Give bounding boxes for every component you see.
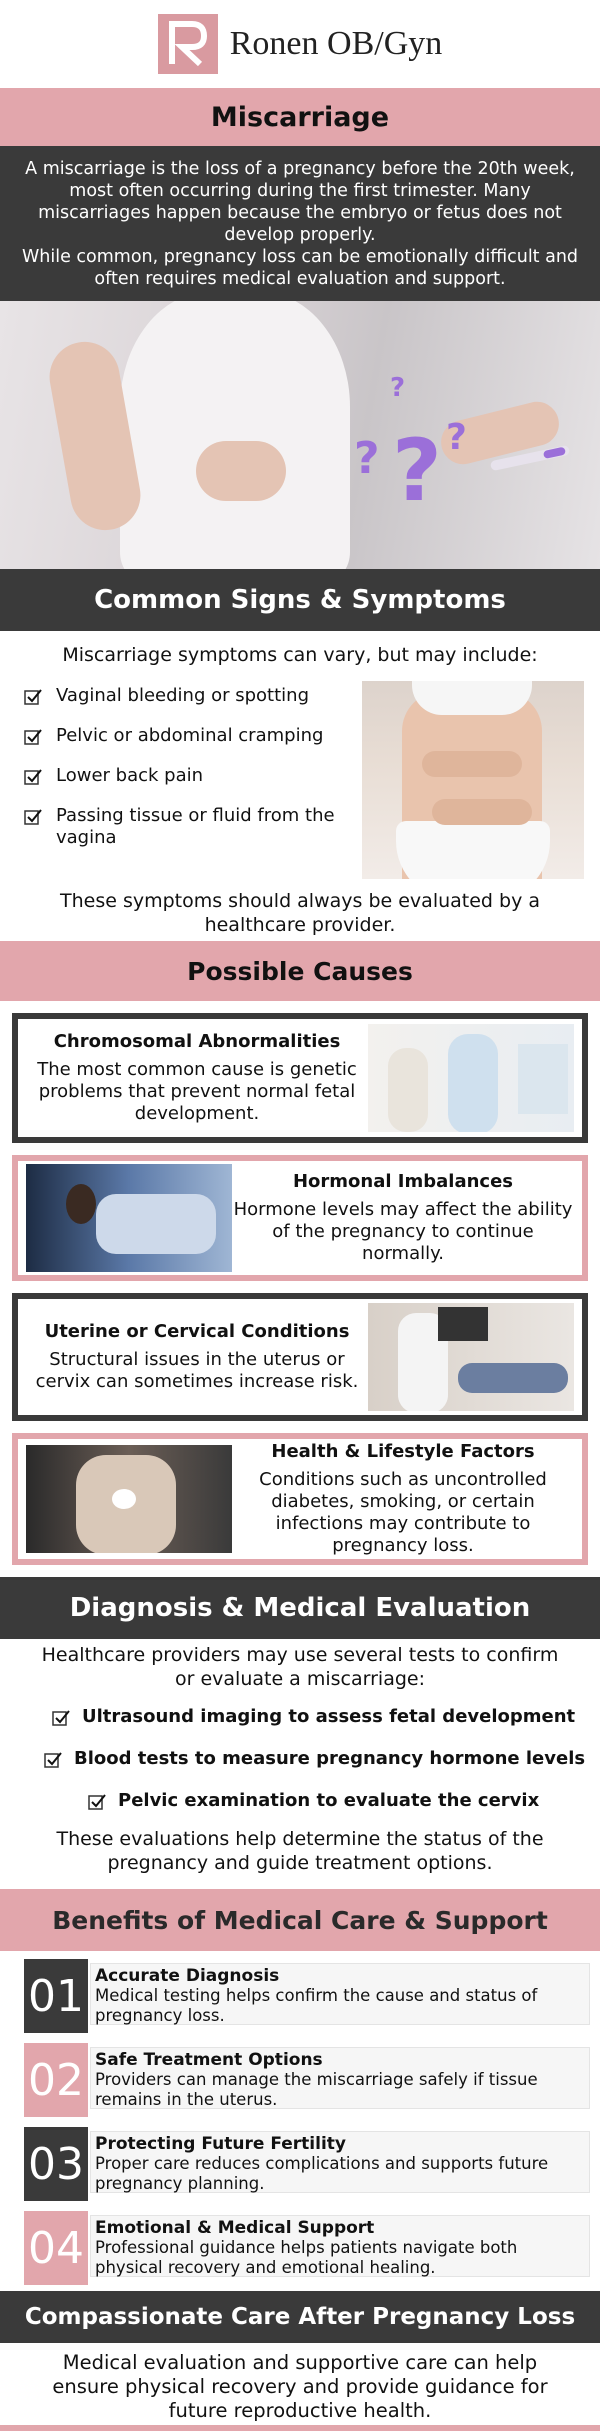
list-item [0, 1695, 600, 1737]
logo-mark [158, 14, 218, 74]
benefit-card [90, 2131, 590, 2193]
benefit-number: 03 [24, 2127, 88, 2201]
closing-text: Medical evaluation and supportive care can help ensure physical recovery and provide guidance for future reproductive health. [52, 2351, 548, 2422]
benefits-title: Benefits of Medical Care & Support [0, 1889, 600, 1951]
symptoms-title: Common Signs & Symptoms [0, 569, 600, 631]
checkbox-icon [44, 1751, 62, 1769]
symptom-text: Vaginal bleeding or spotting [56, 685, 309, 706]
abdomen-photo [362, 681, 584, 879]
list-item [24, 805, 362, 849]
symptoms-list [24, 681, 362, 887]
list-item [0, 1737, 600, 1779]
cause-text [26, 1321, 368, 1393]
brand-name: Ronen OB/Gyn [229, 25, 443, 62]
cause-description: Hormone levels may affect the ability of the pregnancy to continue normally. [233, 1199, 573, 1264]
intro-paragraph-2: While common, pregnancy loss can be emotionally difficult and often requires medical evaluation and support. [21, 247, 579, 289]
benefit-card [90, 2047, 590, 2109]
footer-bar [0, 2425, 600, 2431]
cause-card [12, 1155, 588, 1281]
cause-title: Chromosomal Abnormalities [53, 1031, 341, 1052]
list-item [24, 725, 362, 747]
cause-description: Structural issues in the uterus or cervix can sometimes increase risk. [35, 1349, 359, 1392]
benefit-item [24, 2123, 590, 2207]
diagnosis-lead: Healthcare providers may use several tests to confirm or evaluate a miscarriage: [41, 1644, 559, 1690]
benefit-card [90, 2215, 590, 2277]
benefit-title: Safe Treatment Options [95, 2050, 323, 2070]
closing-title: Compassionate Care After Pregnancy Loss [0, 2291, 600, 2343]
doctor-patient-photo [368, 1024, 574, 1132]
benefit-item [24, 2039, 590, 2123]
hero-image [0, 301, 600, 569]
cause-card [12, 1293, 588, 1421]
diagnosis-note: These evaluations help determine the status of the pregnancy and guide treatment options. [56, 1828, 544, 1874]
hero-figure [120, 301, 350, 569]
checkbox-icon [24, 808, 42, 826]
symptoms-lead: Miscarriage symptoms can vary, but may include: [62, 644, 538, 666]
benefit-title: Accurate Diagnosis [95, 1966, 280, 1986]
intro-block [0, 146, 600, 301]
cause-text [232, 1441, 574, 1557]
benefit-text: Proper care reduces complications and supports future pregnancy planning. [95, 2154, 549, 2193]
cause-text [26, 1031, 368, 1125]
cause-title: Health & Lifestyle Factors [271, 1441, 535, 1462]
benefit-text: Providers can manage the miscarriage safely if tissue remains in the uterus. [95, 2070, 538, 2109]
cause-title: Hormonal Imbalances [292, 1171, 514, 1192]
question-mark-icon: ? [390, 373, 406, 403]
symptom-text: Lower back pain [56, 765, 204, 786]
question-mark-icon: ? [446, 417, 467, 458]
benefit-text: Medical testing helps confirm the cause and status of pregnancy loss. [95, 1986, 538, 2025]
pills-photo [26, 1445, 232, 1553]
checkbox-icon [24, 688, 42, 706]
symptom-text: Pelvic or abdominal cramping [56, 725, 324, 746]
question-mark-icon: ? [354, 433, 380, 484]
checkbox-icon [24, 768, 42, 786]
logo-bar [0, 0, 600, 88]
hospital-bed-photo [26, 1164, 232, 1272]
cause-text [232, 1171, 574, 1265]
cause-title: Uterine or Cervical Conditions [44, 1321, 350, 1342]
benefit-title: Protecting Future Fertility [95, 2134, 346, 2154]
ultrasound-photo [368, 1303, 574, 1411]
list-item [24, 765, 362, 787]
benefit-number: 04 [24, 2211, 88, 2285]
symptom-text: Passing tissue or fluid from the vagina [56, 805, 335, 848]
benefit-text: Professional guidance helps patients navigate both physical recovery and emotional healing. [95, 2238, 518, 2277]
causes-title: Possible Causes [0, 941, 600, 1001]
diagnosis-title: Diagnosis & Medical Evaluation [0, 1577, 600, 1639]
checkbox-icon [24, 728, 42, 746]
list-item [24, 685, 362, 707]
hero-hand [196, 441, 286, 501]
cause-card [12, 1433, 588, 1565]
benefit-item [24, 1955, 590, 2039]
diagnosis-list [0, 1695, 600, 1821]
symptoms-section [0, 681, 600, 887]
symptoms-note: These symptoms should always be evaluated by a healthcare provider. [59, 890, 541, 936]
question-mark-icon: ? [392, 421, 442, 521]
benefit-item [24, 2207, 590, 2291]
logo-r-icon [158, 14, 218, 74]
benefit-title: Emotional & Medical Support [95, 2218, 375, 2238]
list-item [0, 1779, 600, 1821]
cause-description: The most common cause is genetic problems that prevent normal fetal development. [37, 1059, 357, 1124]
benefit-number: 02 [24, 2043, 88, 2117]
checkbox-icon [88, 1793, 106, 1811]
intro-paragraph-1: A miscarriage is the loss of a pregnancy before the 20th week, most often occurring during the first trimester. Many miscarriages happen because the embryo or fetus does not develop properly. [25, 159, 575, 245]
benefit-number: 01 [24, 1959, 88, 2033]
cause-description: Conditions such as uncontrolled diabetes, smoking, or certain infections may contribute to pregnancy loss. [259, 1469, 547, 1556]
cause-card [12, 1013, 588, 1143]
diagnosis-text: Blood tests to measure pregnancy hormone levels [74, 1747, 586, 1769]
page-title: Miscarriage [0, 88, 600, 146]
diagnosis-text: Pelvic examination to evaluate the cervix [118, 1789, 540, 1811]
diagnosis-text: Ultrasound imaging to assess fetal development [82, 1705, 576, 1727]
checkbox-icon [52, 1709, 70, 1727]
benefit-card [90, 1963, 590, 2025]
